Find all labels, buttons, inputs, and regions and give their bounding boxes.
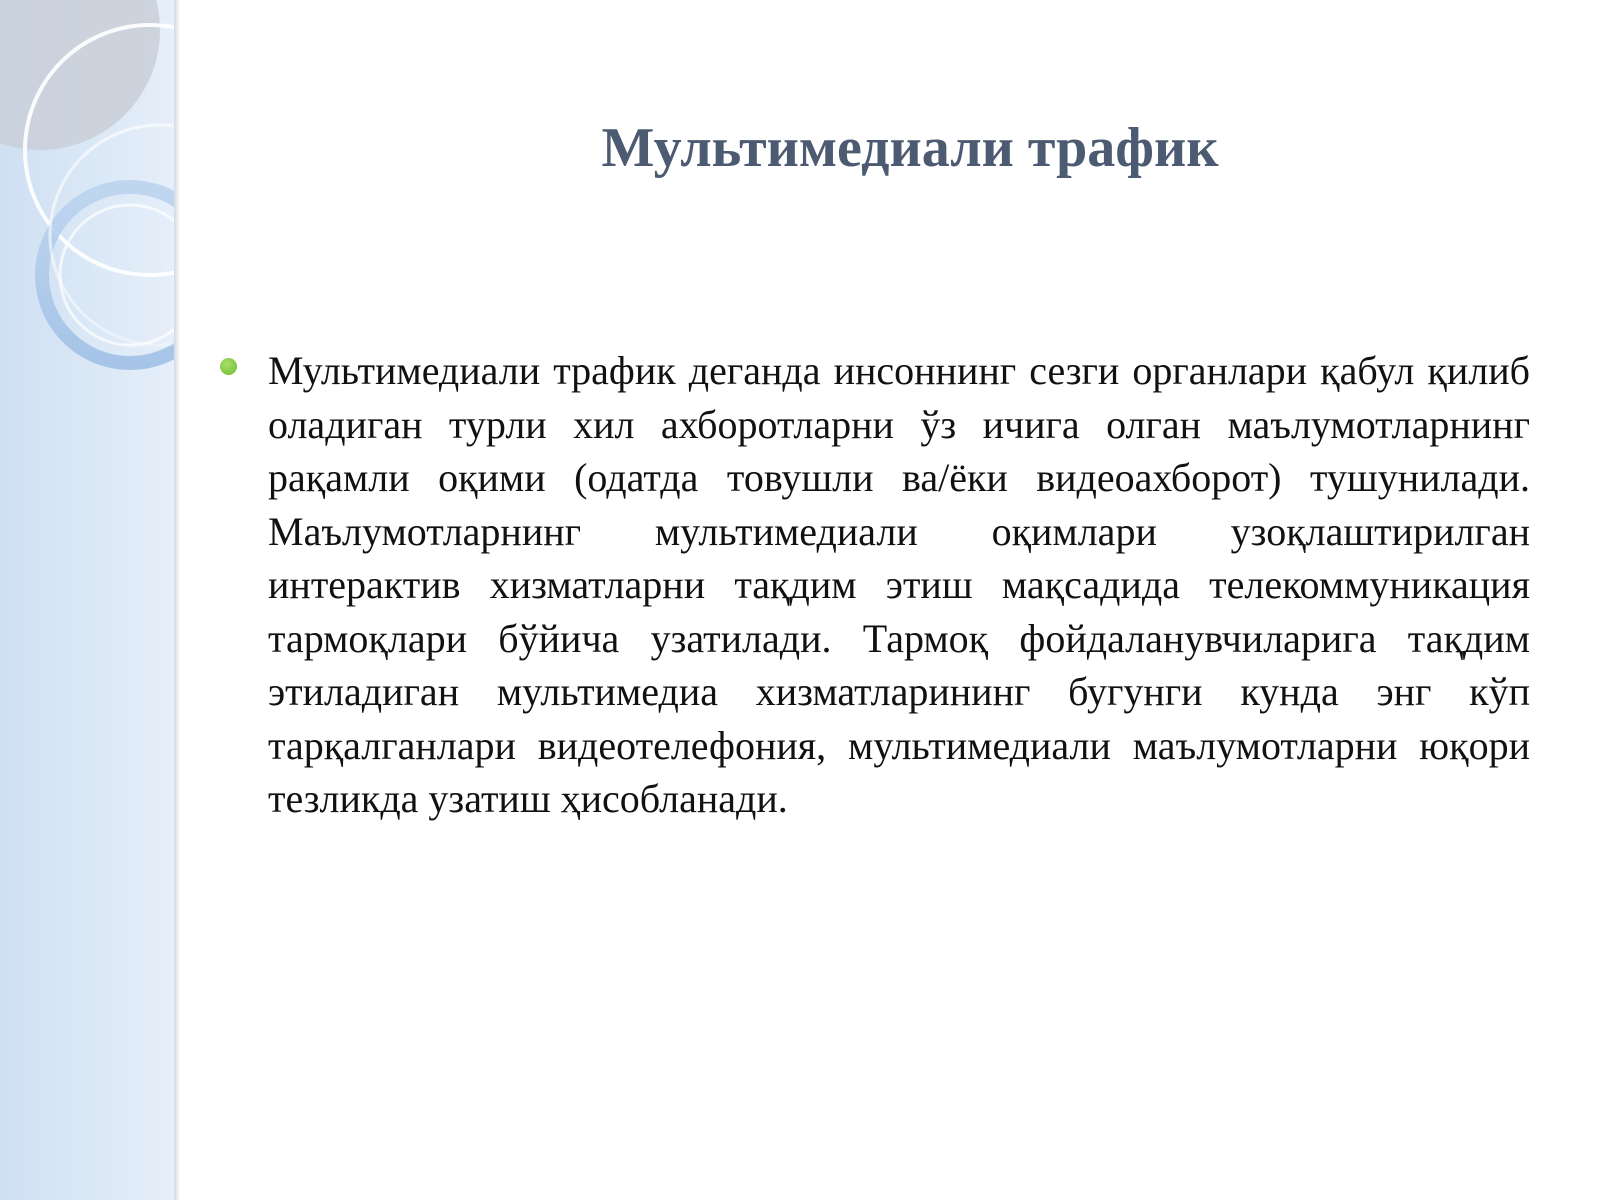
side-panel-shadow	[174, 0, 180, 1200]
slide-content	[218, 344, 1530, 826]
bullet-text: Мультимедиали трафик деганда инсоннинг сезги органлари қабул қилиб оладиган турли хил ахборотларни ўз ичига олган маълумотларнинг рақамли оқими (одатда товушли ва/ёки видеоахборот) тушунилади. Маълумотларнинг мультимедиали оқимлари узоқлаштирилган интерактив хизматларни тақдим этиш мақсадида телекоммуникация тармоқлари бўйича узатилади. Тармоқ фойдаланувчиларига тақдим этиладиган мультимедиа хизматларининг бугунги кунда энг кўп тарқалганлари видеотелефония, мультимедиали маълумотларни юқори тезликда узатиш ҳисобланади.	[268, 348, 1530, 821]
decorative-side-panel	[0, 0, 174, 1200]
decorative-circles-graphic	[0, 0, 174, 1200]
bullet-dot-icon	[220, 358, 237, 375]
slide-title: Мультимедиали трафик	[601, 117, 1219, 179]
bullet-item	[218, 344, 1530, 826]
